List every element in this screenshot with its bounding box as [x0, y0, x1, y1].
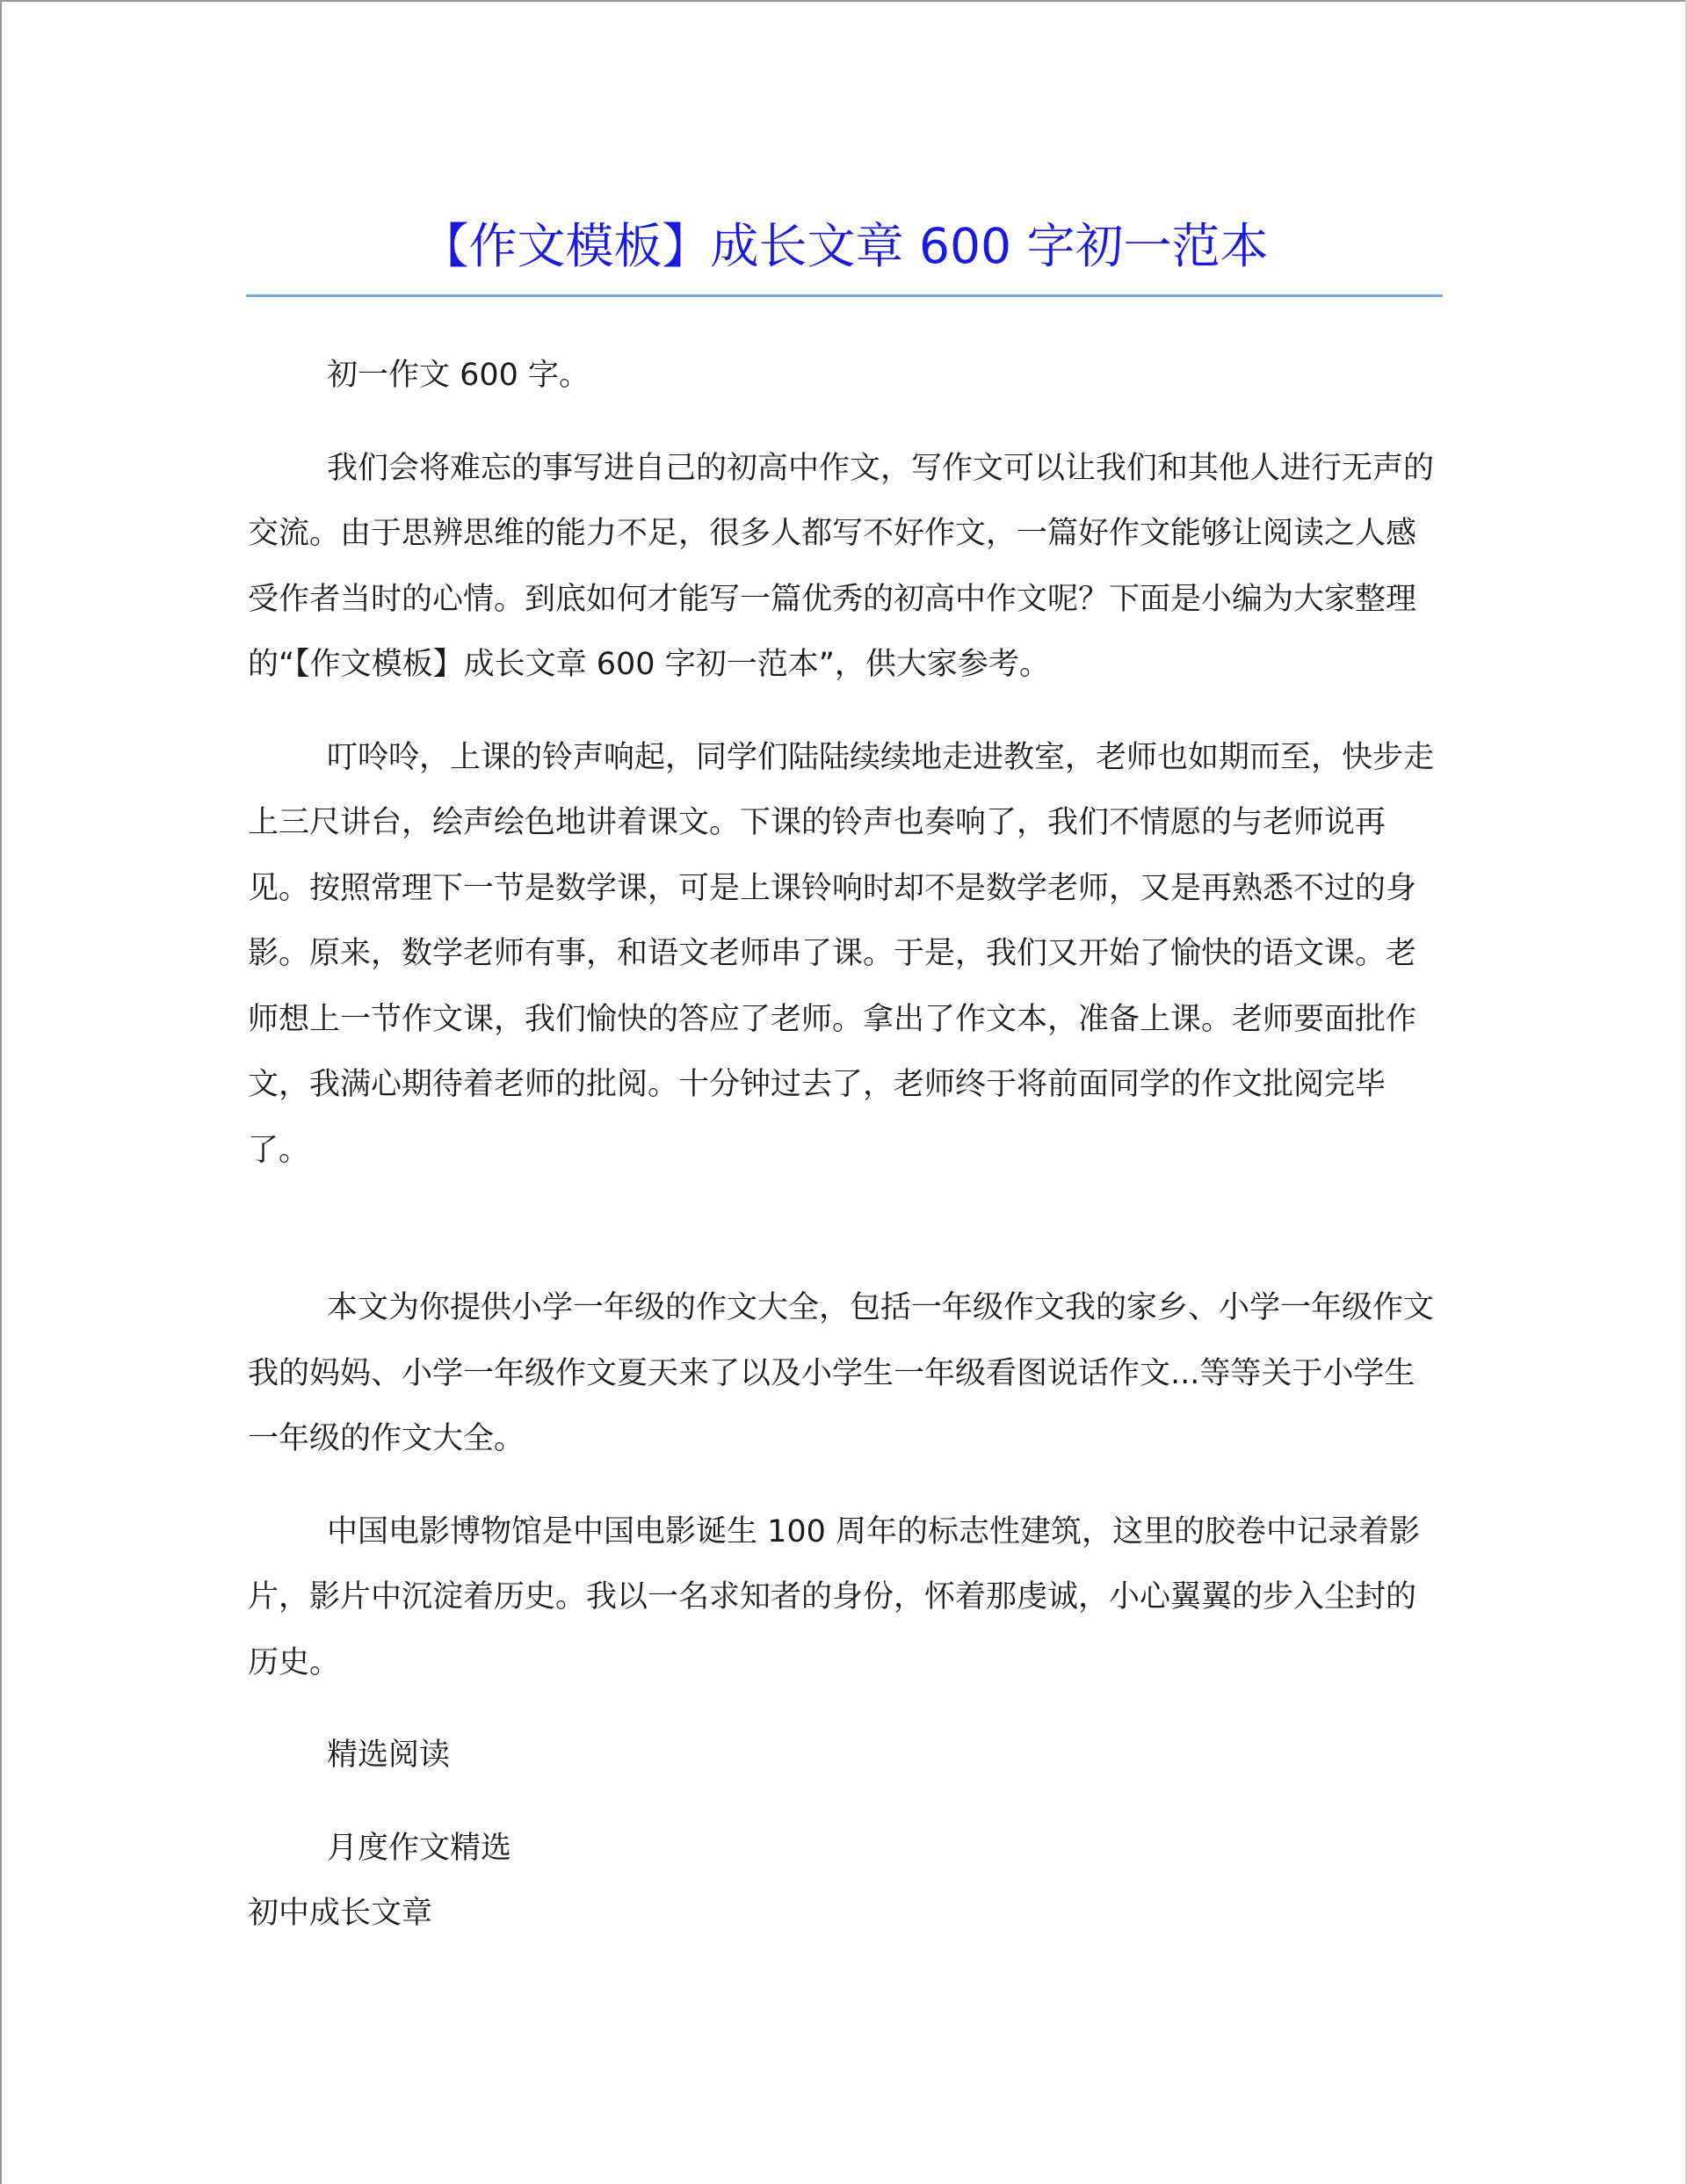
page-border-left: [0, 0, 2, 2184]
paragraph-preface: 我们会将难忘的事写进自己的初高中作文，写作文可以让我们和其他人进行无声的交流。由于思辨思维的能力不足，很多人都写不好作文，一篇好作文能够让阅读之人感受作者当时的心情。到底如何才能写一篇优秀的初高中作文呢？下面是小编为大家整理的“【作文模板】成长文章 600 字初一范本”，供大家参考。: [248, 450, 1435, 682]
page-border-top: [0, 0, 1687, 2]
paragraph-museum: 中国电影博物馆是中国电影诞生 100 周年的标志性建筑，这里的胶卷中记录着影片，影片中沉淀着历史。我以一名求知者的身份，怀着那虔诚，小心翼翼的步入尘封的历史。: [248, 1513, 1421, 1680]
link-monthly-selection: 月度作文精选: [327, 1830, 512, 1866]
document-title: 【作文模板】成长文章 600 字初一范本: [420, 218, 1269, 274]
document-body: [248, 343, 1443, 1947]
title-underline: [246, 294, 1443, 297]
footer-category-line: 初中成长文章: [248, 1896, 433, 1931]
paragraph-intro: 初一作文 600 字。: [327, 358, 590, 393]
link-selected-reading: 精选阅读: [327, 1738, 451, 1773]
paragraph-story: 叮呤呤，上课的铃声响起，同学们陆陆续续地走进教室，老师也如期而至，快步走上三尺讲台，绘声绘色地讲着课文。下课的铃声也奏响了，我们不情愿的与老师说再见。按照常理下一节是数学课，可是上课铃响时却不是数学老师，又是再熟悉不过的身影。原来，数学老师有事，和语文老师串了课。于是，我们又开始了愉快的语文课。老师想上一节作文课，我们愉快的答应了老师。拿出了作文本，准备上课。老师要面批作文，我满心期待着老师的批阅。十分钟过去了，老师终于将前面同学的作文批阅完毕了。: [248, 739, 1435, 1168]
paragraph-summary: 本文为你提供小学一年级的作文大全，包括一年级作文我的家乡、小学一年级作文我的妈妈、小学一年级作文夏天来了以及小学生一年级看图说话作文...等等关于小学生一年级的作文大全。: [248, 1290, 1435, 1456]
